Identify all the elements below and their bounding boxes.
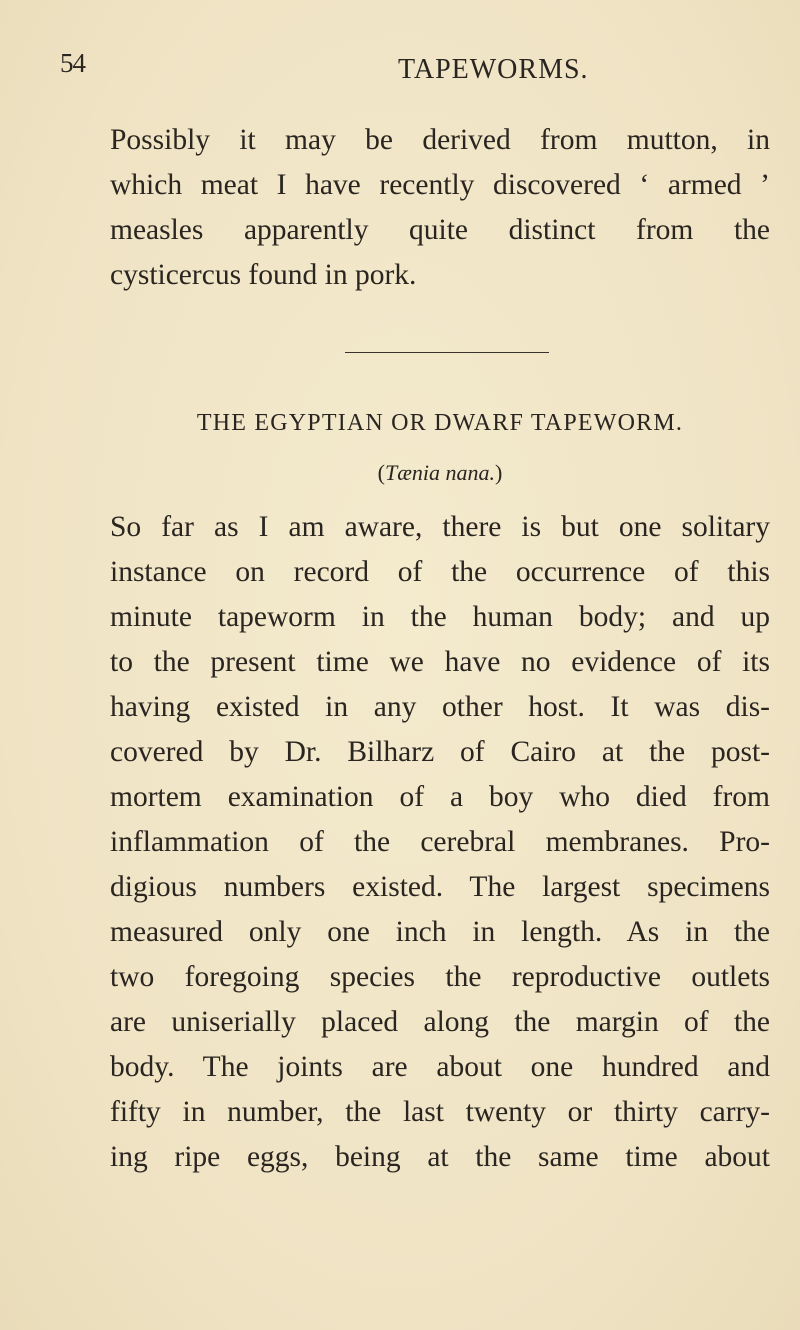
text-line: Possibly it may be derived from mutton, in (110, 124, 770, 156)
subheading-close-paren: ) (495, 460, 503, 485)
text-line: instance on record of the occurrence of this (110, 556, 770, 588)
paragraph-mutton-measles (110, 118, 770, 298)
text-line: which meat I have recently discovered ‘ armed ’ (110, 169, 770, 201)
section-divider (345, 352, 549, 353)
text-line: covered by Dr. Bilharz of Cairo at the post- (110, 736, 770, 768)
text-line: are uniserially placed along the margin of the (110, 1006, 770, 1038)
text-line: measured only one inch in length. As in the (110, 916, 770, 948)
text-line: minute tapeworm in the human body; and up (110, 601, 770, 633)
running-title: TAPEWORMS. (398, 54, 589, 85)
text-line: cysticercus found in pork. (110, 259, 417, 291)
text-line: to the present time we have no evidence of its (110, 646, 770, 678)
text-line: fifty in number, the last twenty or thirty carry- (110, 1096, 770, 1128)
text-line: inflammation of the cerebral membranes. Pro- (110, 826, 770, 858)
species-name (110, 460, 770, 486)
text-line: two foregoing species the reproductive outlets (110, 961, 770, 993)
latin-name: Tænia nana. (384, 460, 496, 485)
paragraph-dwarf-tapeworm (110, 505, 770, 1180)
page-number: 54 (60, 48, 85, 78)
subheading-open-paren: ( (377, 460, 385, 485)
text-line: body. The joints are about one hundred and (110, 1051, 770, 1083)
text-line: measles apparently quite distinct from the (110, 214, 770, 246)
text-line: having existed in any other host. It was dis- (110, 691, 770, 723)
text-line: So far as I am aware, there is but one solitary (110, 511, 770, 543)
text-line: digious numbers existed. The largest specimens (110, 871, 770, 903)
text-line: ing ripe eggs, being at the same time about (110, 1141, 770, 1173)
text-line: mortem examination of a boy who died from (110, 781, 770, 813)
section-heading: THE EGYPTIAN OR DWARF TAPEWORM. (196, 410, 684, 436)
running-head (60, 48, 760, 88)
